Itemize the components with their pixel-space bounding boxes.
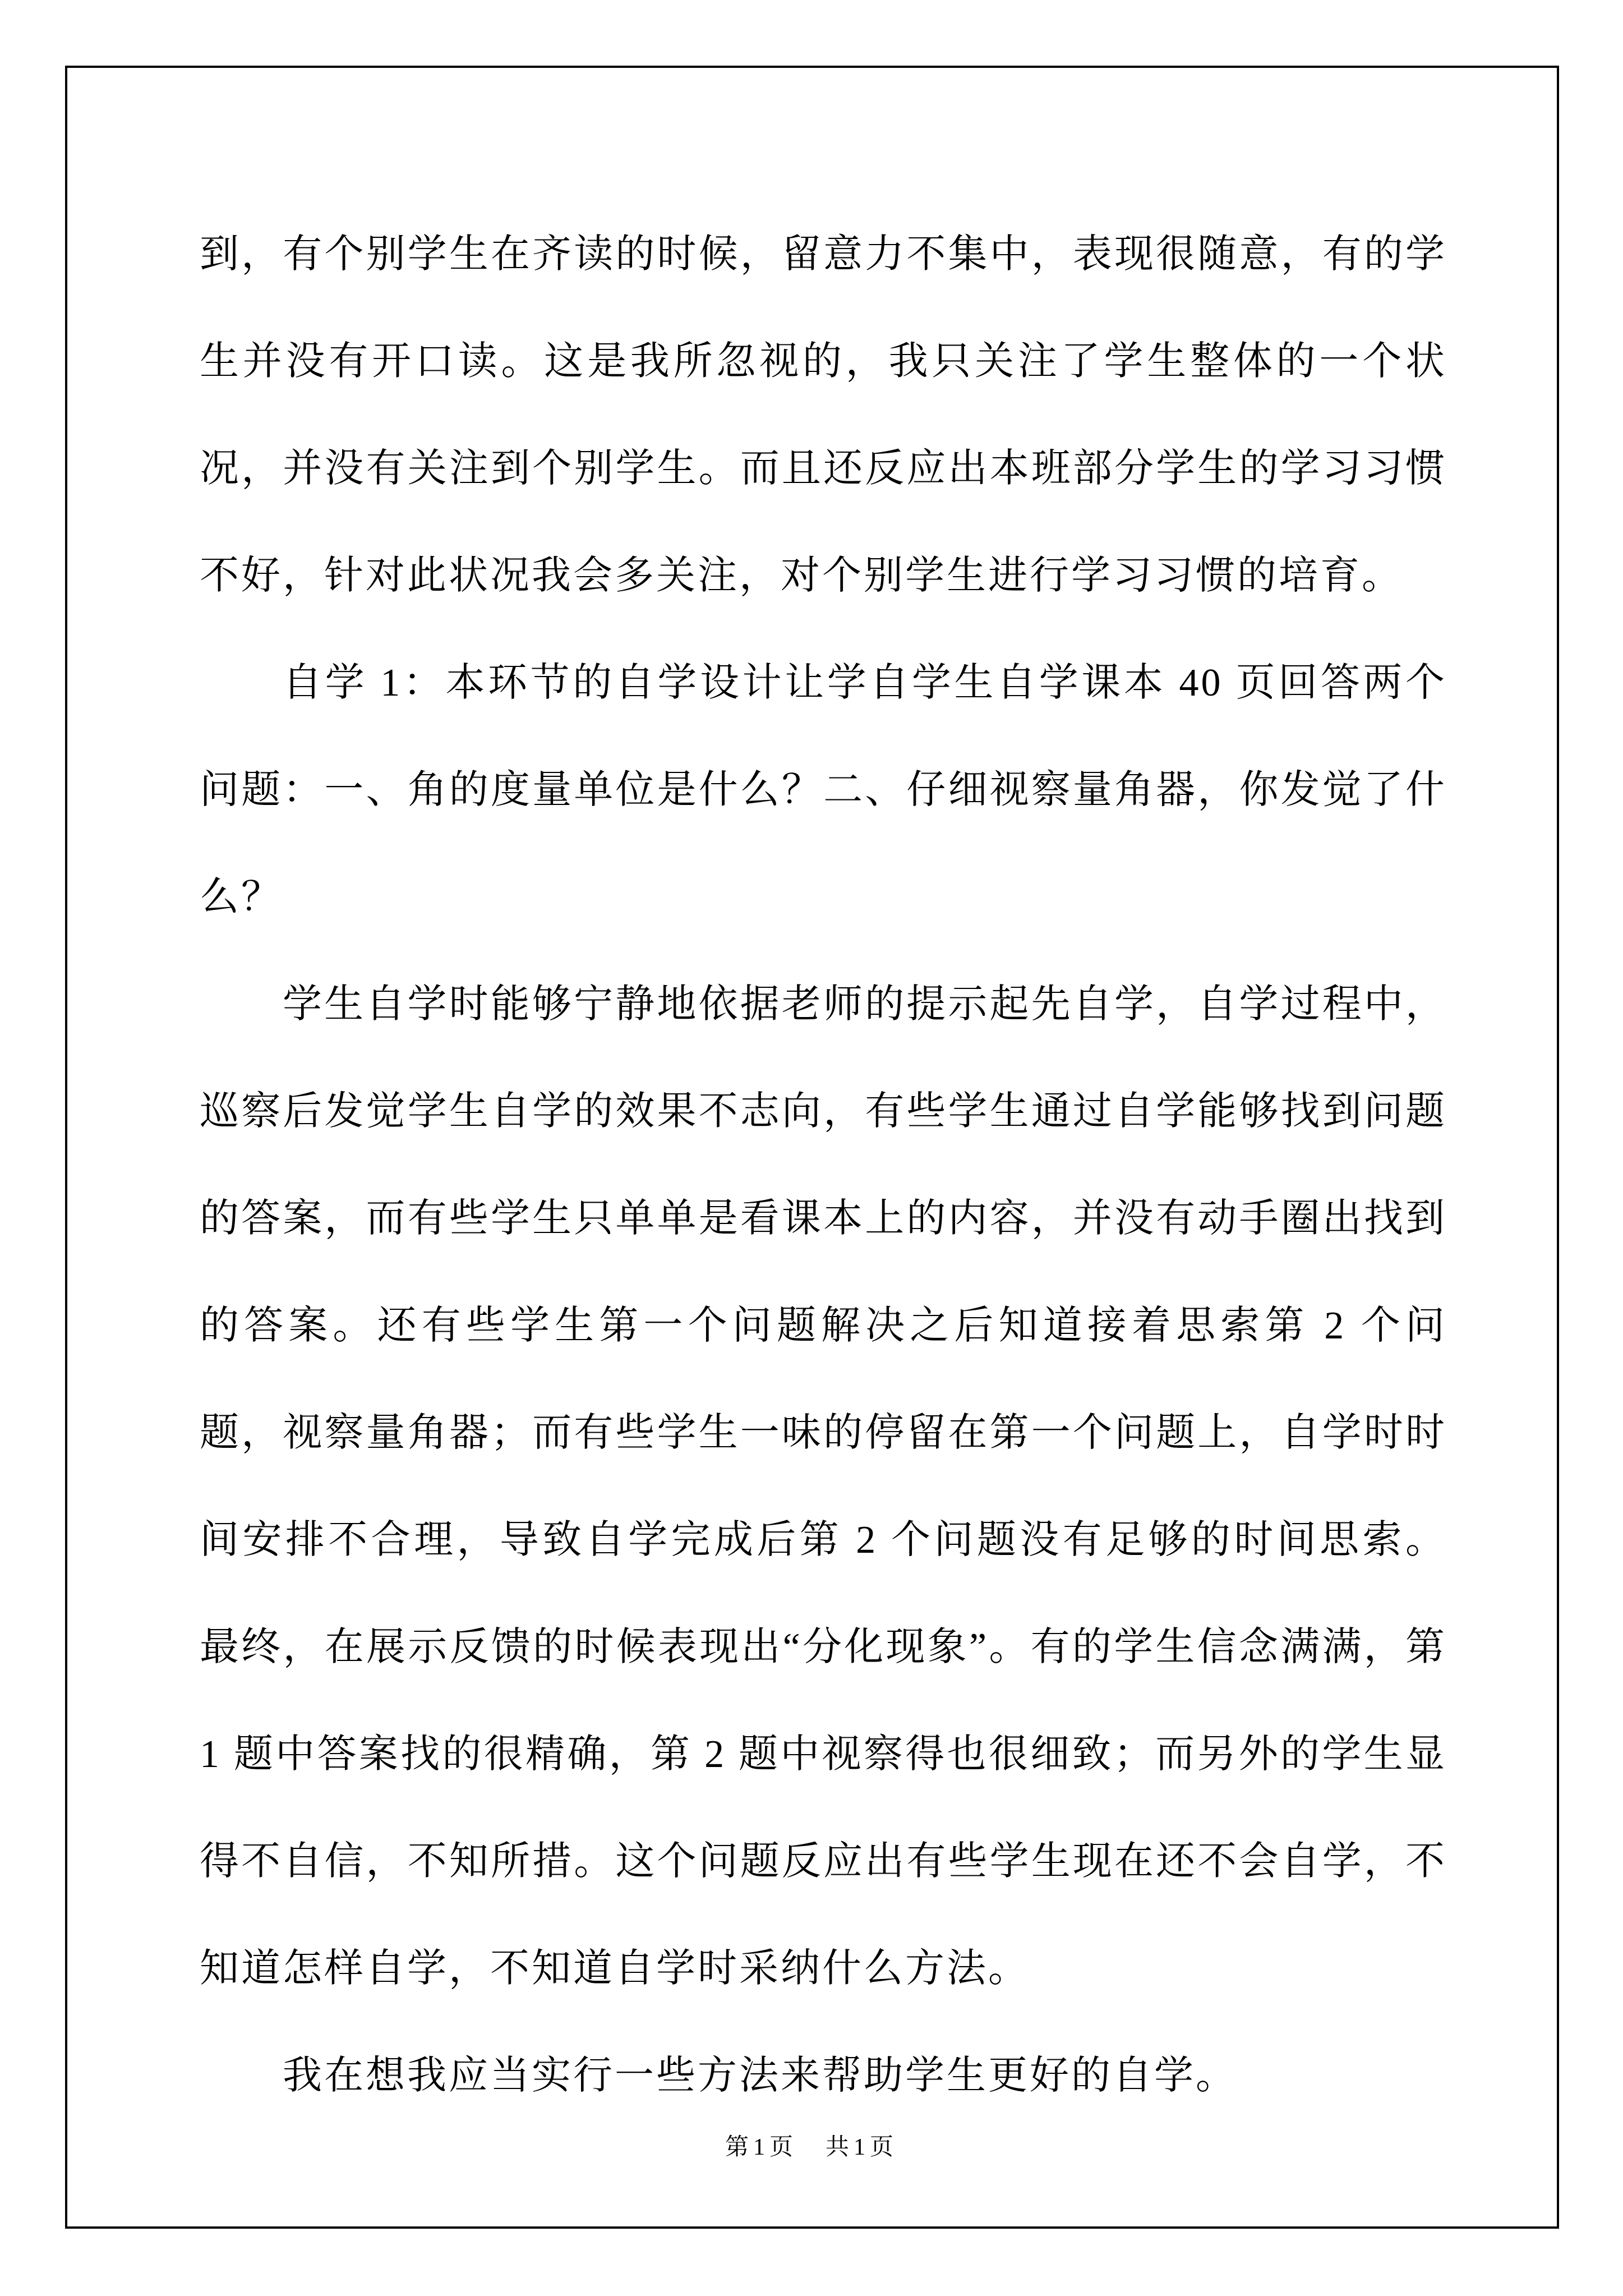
- paragraph: 到，有个别学生在齐读的时候，留意力不集中，表现很随意，有的学生并没有开口读。这是我所忽视的，我只关注了学生整体的一个状况，并没有关注到个别学生。而且还反应出本班部分学生的学习习惯不好，针对此状况我会多关注，对个别学生进行学习习惯的培育。: [200, 233, 1447, 597]
- document-body: [200, 201, 1447, 2129]
- paragraph: 学生自学时能够宁静地依据老师的提示起先自学，自学过程中，巡察后发觉学生自学的效果不志向，有些学生通过自学能够找到问题的答案，而有些学生只单单是看课本上的内容，并没有动手圈出找到的答案。还有些学生第一个问题解决之后知道接着思索第 2 个问题，视察量角器；而有些学生一味的停留在第一个问题上，自学时时间安排不合理，导致自学完成后第 2 个问题没有足够的时间思索。最终，在展示反馈的时候表现出“分化现象”。有的学生信念满满，第 1 题中答案找的很精确，第 2 题中视察得也很细致；而另外的学生显得不自信，不知所措。这个问题反应出有些学生现在还不会自学，不知道怎样自学，不知道自学时采纳什么方法。: [200, 983, 1447, 1990]
- page-footer: [0, 2131, 1623, 2164]
- paragraph: 我在想我应当实行一些方法来帮助学生更好的自学。: [283, 2054, 1237, 2097]
- page-number-label: 第1页 共1页: [725, 2134, 898, 2160]
- paragraph: 自学 1：本环节的自学设计让学自学生自学课本 40 页回答两个问题：一、角的度量单位是什么？二、仔细视察量角器，你发觉了什么？: [200, 661, 1447, 919]
